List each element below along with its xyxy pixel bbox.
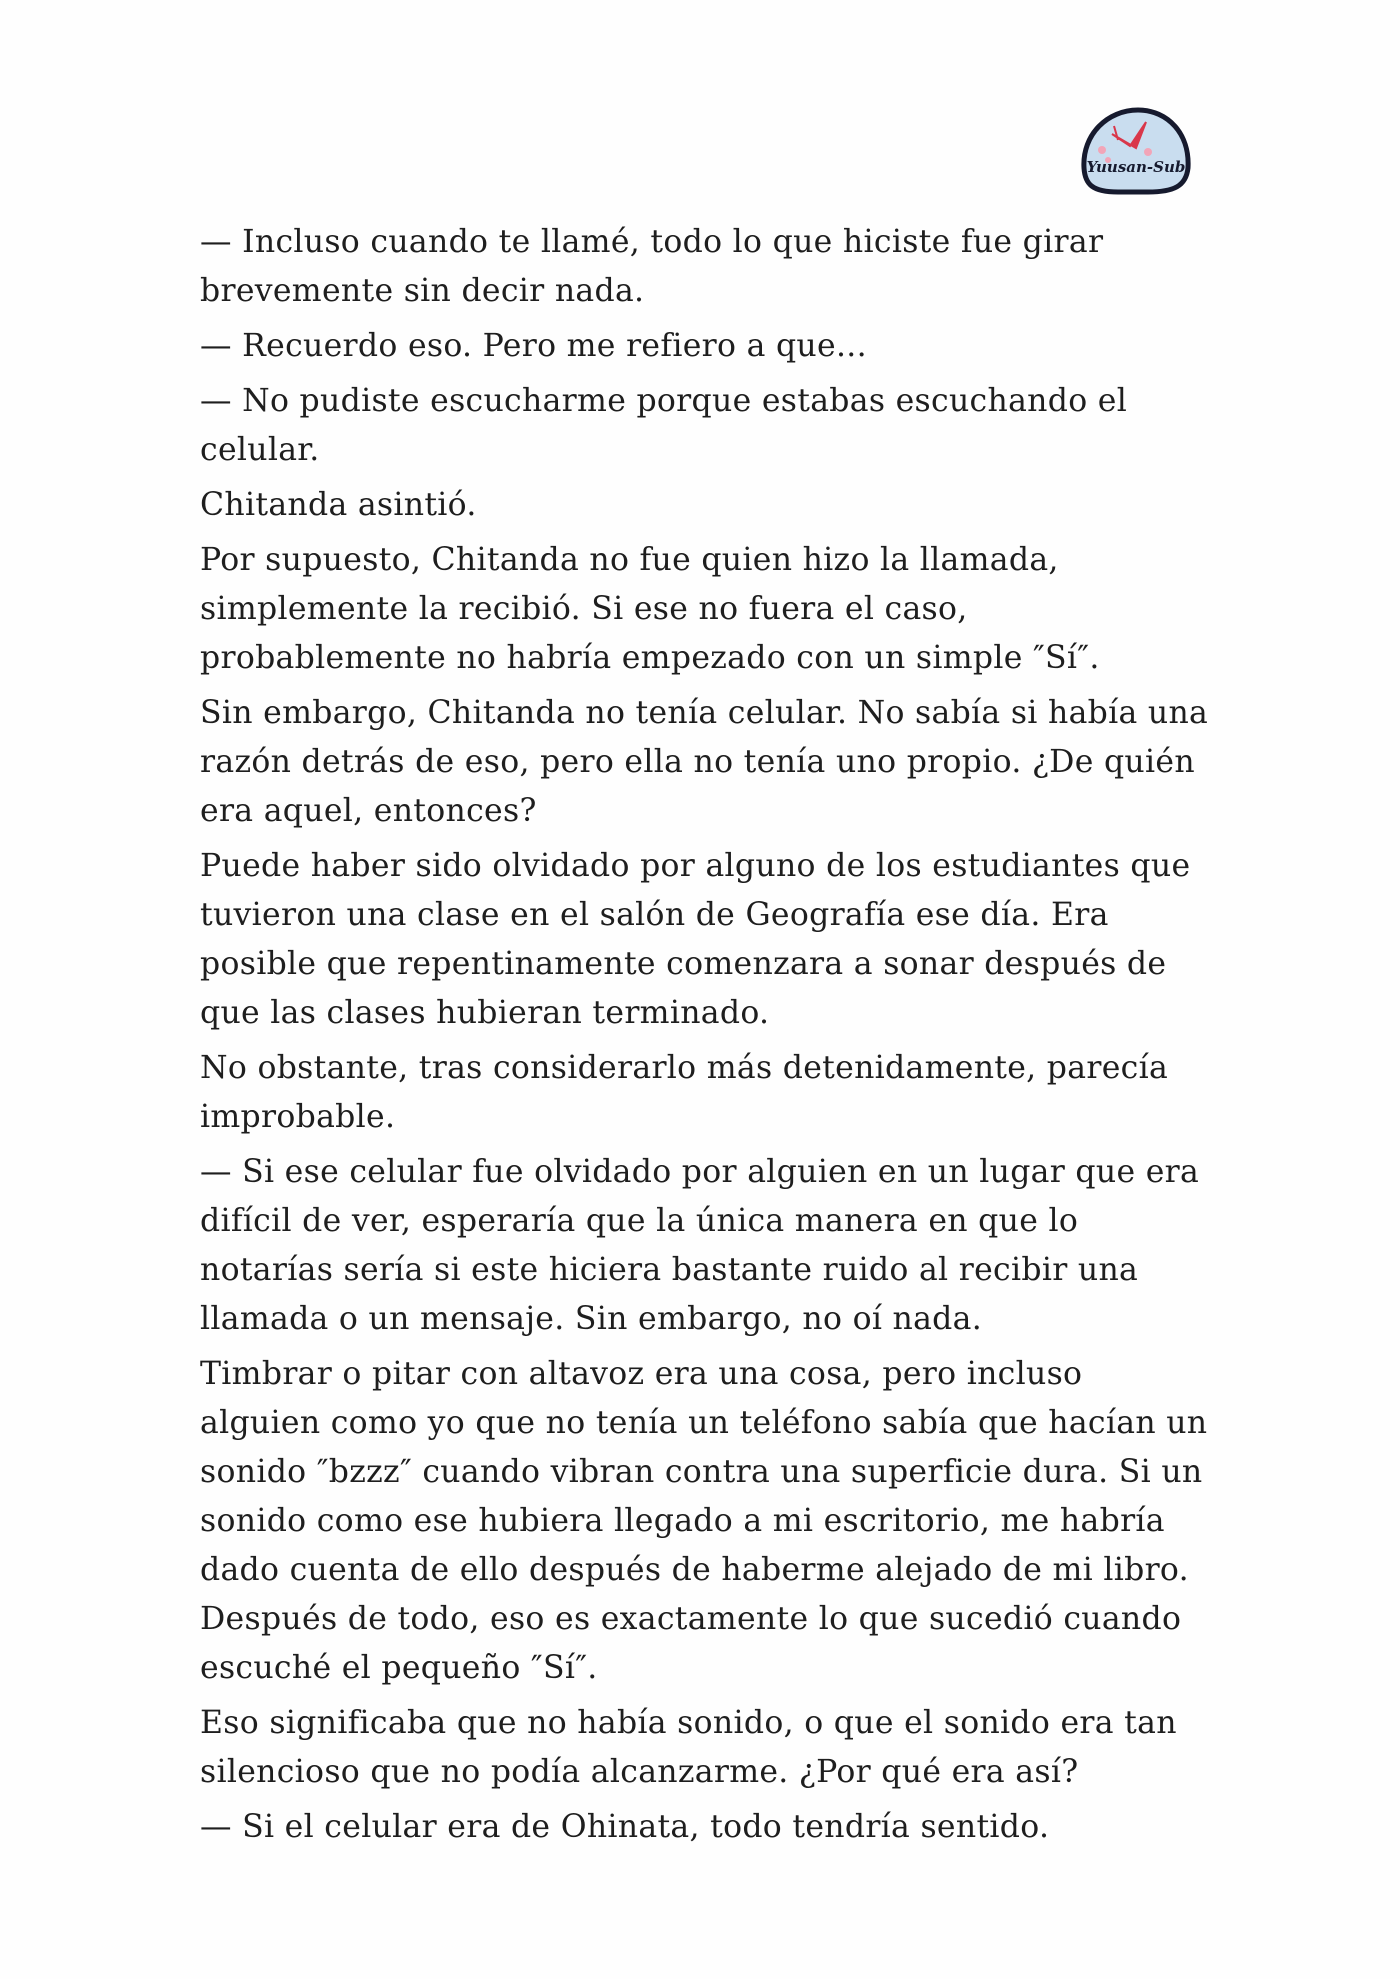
paragraph: Por supuesto, Chitanda no fue quien hizo la llamada, simplemente la recibió. Si ese no fuera el caso, probablemente no habría empezado con un simple ″Sí″.	[200, 542, 1100, 676]
logo-text: Yuusan-Sub	[1086, 158, 1186, 176]
paragraph: — Incluso cuando te llamé, todo lo que hiciste fue girar brevemente sin decir nada.	[200, 224, 1104, 309]
paragraph: — Si ese celular fue olvidado por alguien en un lugar que era difícil de ver, esperaría que la única manera en que lo notarías sería si este hiciera bastante ruido al recibir una llamada o un mensaje. Sin embargo, no oí nada.	[200, 1154, 1200, 1337]
paragraph: — Recuerdo eso. Pero me refiero a que...	[200, 328, 867, 364]
paragraph: Eso significaba que no había sonido, o que el sonido era tan silencioso que no podía alcanzarme. ¿Por qué era así?	[200, 1705, 1177, 1790]
paragraph: Chitanda asintió.	[200, 487, 477, 523]
novel-text	[200, 218, 1210, 1858]
paragraph: — Si el celular era de Ohinata, todo tendría sentido.	[200, 1809, 1050, 1845]
paragraph: Puede haber sido olvidado por alguno de los estudiantes que tuvieron una clase en el salón de Geografía ese día. Era posible que repentinamente comenzara a sonar después de que las clases hubieran terminado.	[200, 848, 1191, 1031]
paragraph: Sin embargo, Chitanda no tenía celular. No sabía si había una razón detrás de eso, pero ella no tenía uno propio. ¿De quién era aquel, entonces?	[200, 695, 1209, 829]
logo-dot	[1144, 148, 1152, 156]
paragraph: Timbrar o pitar con altavoz era una cosa, pero incluso alguien como yo que no tenía un teléfono sabía que hacían un sonido ″bzzz″ cuando vibran contra una superficie dura. Si un sonido como ese hubiera llegado a mi escritorio, me habría dado cuenta de ello después de haberme alejado de mi libro. Después de todo, eso es exactamente lo que sucedió cuando escuché el pequeño ″Sí″.	[200, 1356, 1208, 1686]
yuusan-sub-logo	[1078, 106, 1194, 198]
logo-dot	[1098, 146, 1106, 154]
paragraph: No obstante, tras considerarlo más detenidamente, parecía improbable.	[200, 1050, 1169, 1135]
paragraph: — No pudiste escucharme porque estabas escuchando el celular.	[200, 383, 1128, 468]
